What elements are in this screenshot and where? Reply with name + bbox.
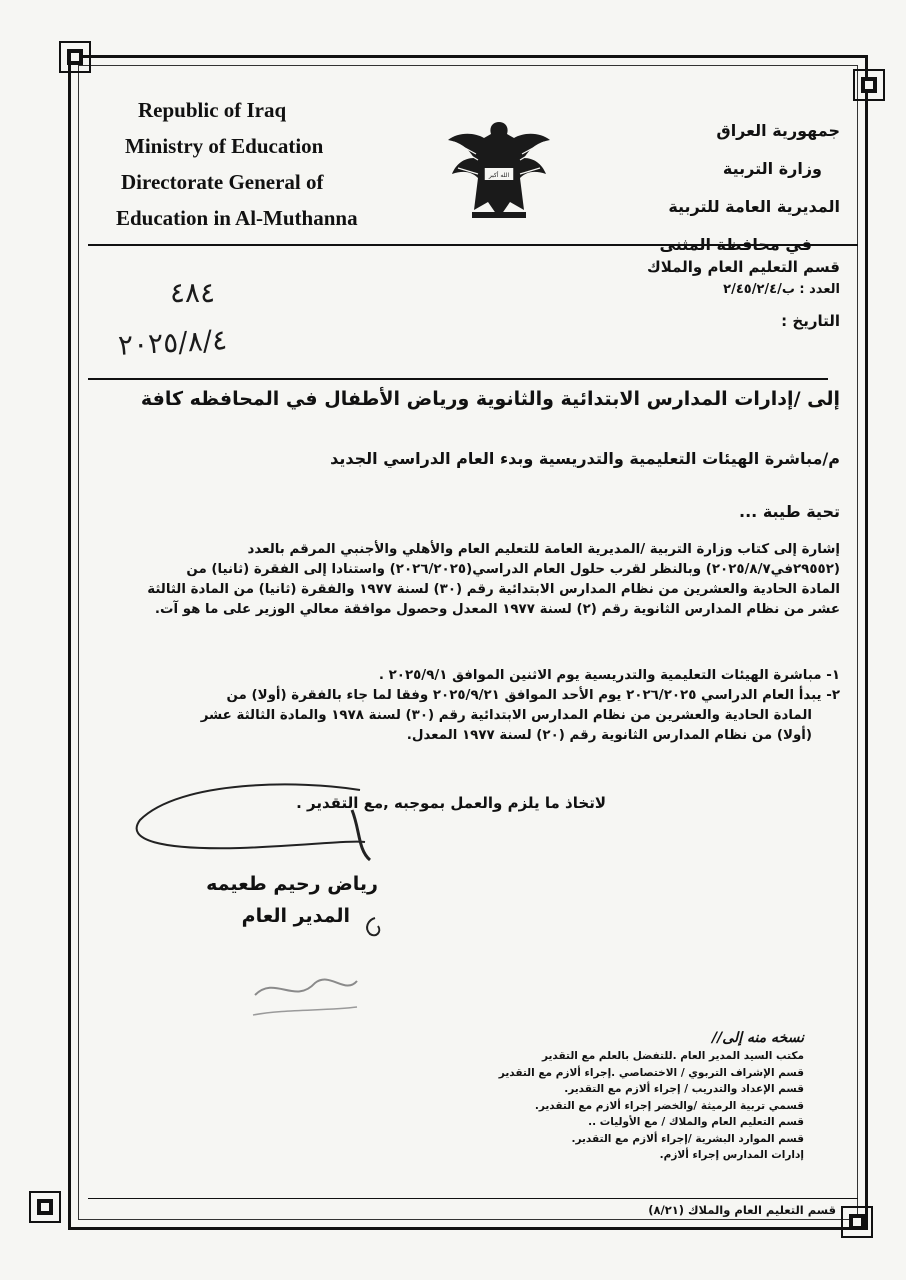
faded-stamp-icon [245,965,365,1035]
header-en-line: Directorate General of [121,170,324,194]
paragraph-line: عشر من نظام المدارس الثانوية رقم (٢) لسنة ١٩٧٧ المعدل وحصول موافقة معالي الوزير على ما هو آت. [154,602,840,617]
header-en-line: Ministry of Education [125,134,324,158]
header-ar-line: جمهورية العراق [716,121,840,140]
reference-divider [88,378,828,380]
list-item: (أولا) من نظام المدارس الثانوية رقم (٢٠) لسنة ١٩٧٧ المعدل. [406,728,812,743]
corner-ornament-icon [840,1205,874,1239]
header-en-line: Education in Al-Muthanna [116,206,358,230]
signer-name: رياض رحيم طعيمه [206,873,378,895]
body-paragraph [80,540,840,620]
reference-number: العدد : ب/٢/٤٥/٢/٤ [723,282,840,297]
signer-title: المدير العام [241,905,350,927]
header-ar-line: في محافظة المثنى [659,235,812,254]
subject-line: م/مباشرة الهيئات التعليمية والتدريسية وبدء العام الدراسي الجديد [330,449,840,468]
copy-recipient: قسم الموارد البشرية /إجراء ألازم مع التقدير. [571,1132,804,1145]
signer-block [158,868,378,932]
corner-ornament-icon [28,1190,62,1224]
copies-list [444,1030,804,1164]
paragraph-line: المادة الحادية والعشرين من نظام المدارس الابتدائية رقم (٣٠) لسنة ١٩٧٧ والفقرة (ثانيا) من المادة الثالثة [147,582,840,597]
copy-recipient: قسم الإعداد والتدريب / إجراء ألازم مع التقدير. [564,1083,804,1095]
footer-reference: قسم التعليم العام والملاك (٨/٢١) [648,1203,836,1217]
closing-line: لاتخاذ ما يلزم والعمل بموجبه ,مع التقدير . [296,794,606,812]
copy-recipient: إدارات المدارس إجراء ألازم. [659,1149,804,1161]
header-arabic [600,112,840,264]
header-divider [88,244,858,246]
handwritten-number: ٤٨٤ [170,276,216,309]
reference-date-label: التاريخ : [781,312,840,330]
list-item: ١- مباشرة الهيئات التعليمية والتدريسية يوم الاثنين الموافق ٢٠٢٥/٩/١ . [378,668,840,683]
paragraph-line: إشارة إلى كتاب وزارة التربية /المديرية العامة للتعليم العام والأهلي والأجنبي المرقم بالعدد [247,542,840,557]
copy-recipient: قسم الإشراف التربوي / الاختصاصي .إجراء ألازم مع التقدير [498,1066,804,1079]
copy-recipient: قسمي تربية الرميثة /والخضر إجراء ألازم مع التقدير. [534,1099,804,1112]
header-english [116,92,416,236]
paragraph-line: (٢٩٥٥٢في٢٠٢٥/٨/٧) وبالنظر لقرب حلول العام الدراسي(٢٠٢٦/٢٠٢٥) واستنادا إلى الفقرة (ثانيا) من [186,562,840,577]
header-ar-line: وزارة التربية [722,159,822,178]
greeting: تحية طيبة ... [739,502,840,521]
list-item: المادة الحادية والعشرين من نظام المدارس الابتدائية رقم (٣٠) لسنة ١٩٧٨ والمادة الثالثة عشر [200,708,812,723]
corner-ornament-icon [58,40,92,74]
numbered-items [80,666,840,746]
corner-ornament-icon [852,68,886,102]
copy-recipient: قسم التعليم العام والملاك / مع الأوليات .. [588,1116,804,1128]
footer-divider [88,1198,858,1199]
handwritten-date: ٢٠٢٥/٨/٤ [117,323,228,362]
list-item: ٢- يبدأ العام الدراسي ٢٠٢٦/٢٠٢٥ يوم الأحد الموافق ٢٠٢٥/٩/٢١ وفقا لما جاء بالفقرة (أولا) من [226,688,840,703]
header-en-line: Republic of Iraq [138,98,287,122]
address-line: إلى /إدارات المدارس الابتدائية والثانوية ورياض الأطفال في المحافظه كافة [140,388,840,410]
copies-title: نسخه منه إلى// [712,1030,804,1046]
header-ar-line: المديرية العامة للتربية [668,197,840,216]
copy-recipient: مكتب السيد المدير العام .للتفضل بالعلم مع التقدير [541,1050,804,1062]
reference-department: قسم التعليم العام والملاك [646,258,840,276]
iraq-eagle-emblem-icon [444,118,554,222]
emblem-caption: الله أكبر [488,172,510,179]
